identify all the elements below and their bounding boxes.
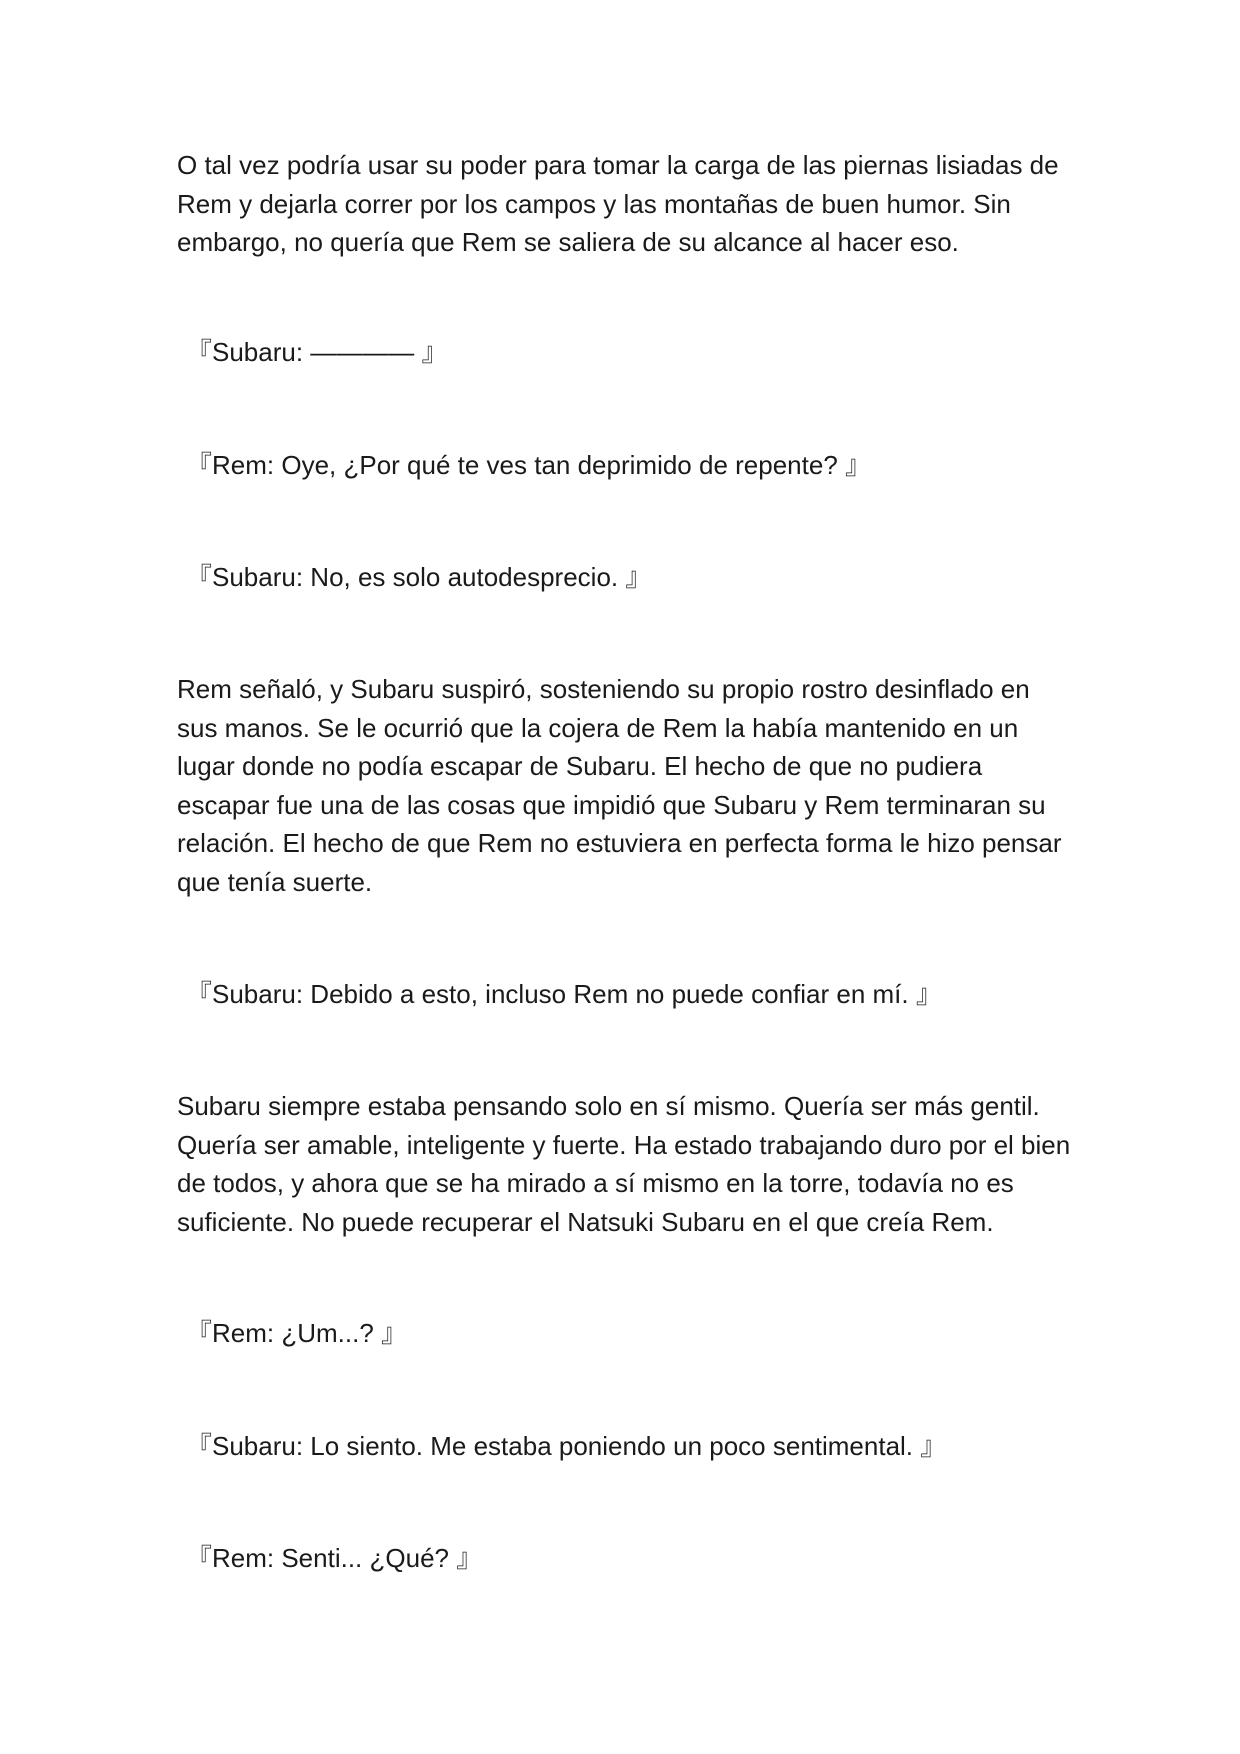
dialogue-line: 『Subaru: Lo siento. Me estaba poniendo un poco sentimental. 』 — [186, 1431, 947, 1461]
dialogue-line: 『Rem: ¿Um...? 』 — [186, 1318, 408, 1348]
dialogue-line: 『Subaru: No, es solo autodesprecio. 』 — [186, 562, 652, 592]
narration-paragraph: Subaru siempre estaba pensando solo en sí mismo. Quería ser más gentil. Quería ser amable, inteligente y fuerte. Ha estado trabajando duro por el bien de todos, y ahora que se ha mirado a sí mismo en la torre, todavía no es suficiente. No puede recuperar el Natsuki Subaru en el que creía Rem. — [177, 1091, 1071, 1237]
dialogue-line: 『Subaru: ———— 』 — [186, 337, 448, 367]
narration-paragraph: O tal vez podría usar su poder para tomar la carga de las piernas lisiadas de Rem y dejarla correr por los campos y las montañas de buen humor. Sin embargo, no quería que Rem se saliera de su alcance al hacer eso. — [177, 150, 1059, 257]
dialogue-line: 『Subaru: Debido a esto, incluso Rem no puede confiar en mí. 』 — [186, 979, 942, 1009]
dialogue-line: 『Rem: Senti... ¿Qué? 』 — [186, 1543, 483, 1573]
narration-paragraph: Rem señaló, y Subaru suspiró, sosteniendo su propio rostro desinflado en sus manos. Se le ocurrió que la cojera de Rem la había mantenido en un lugar donde no podía escapar de Subaru. El hecho de que no pudiera escapar fue una de las cosas que impidió que Subaru y Rem terminaran su relación. El hecho de que Rem no estuviera en perfecta forma le hizo pensar que tenía suerte. — [177, 674, 1062, 897]
dialogue-line: 『Rem: Oye, ¿Por qué te ves tan deprimido de repente? 』 — [186, 450, 872, 480]
